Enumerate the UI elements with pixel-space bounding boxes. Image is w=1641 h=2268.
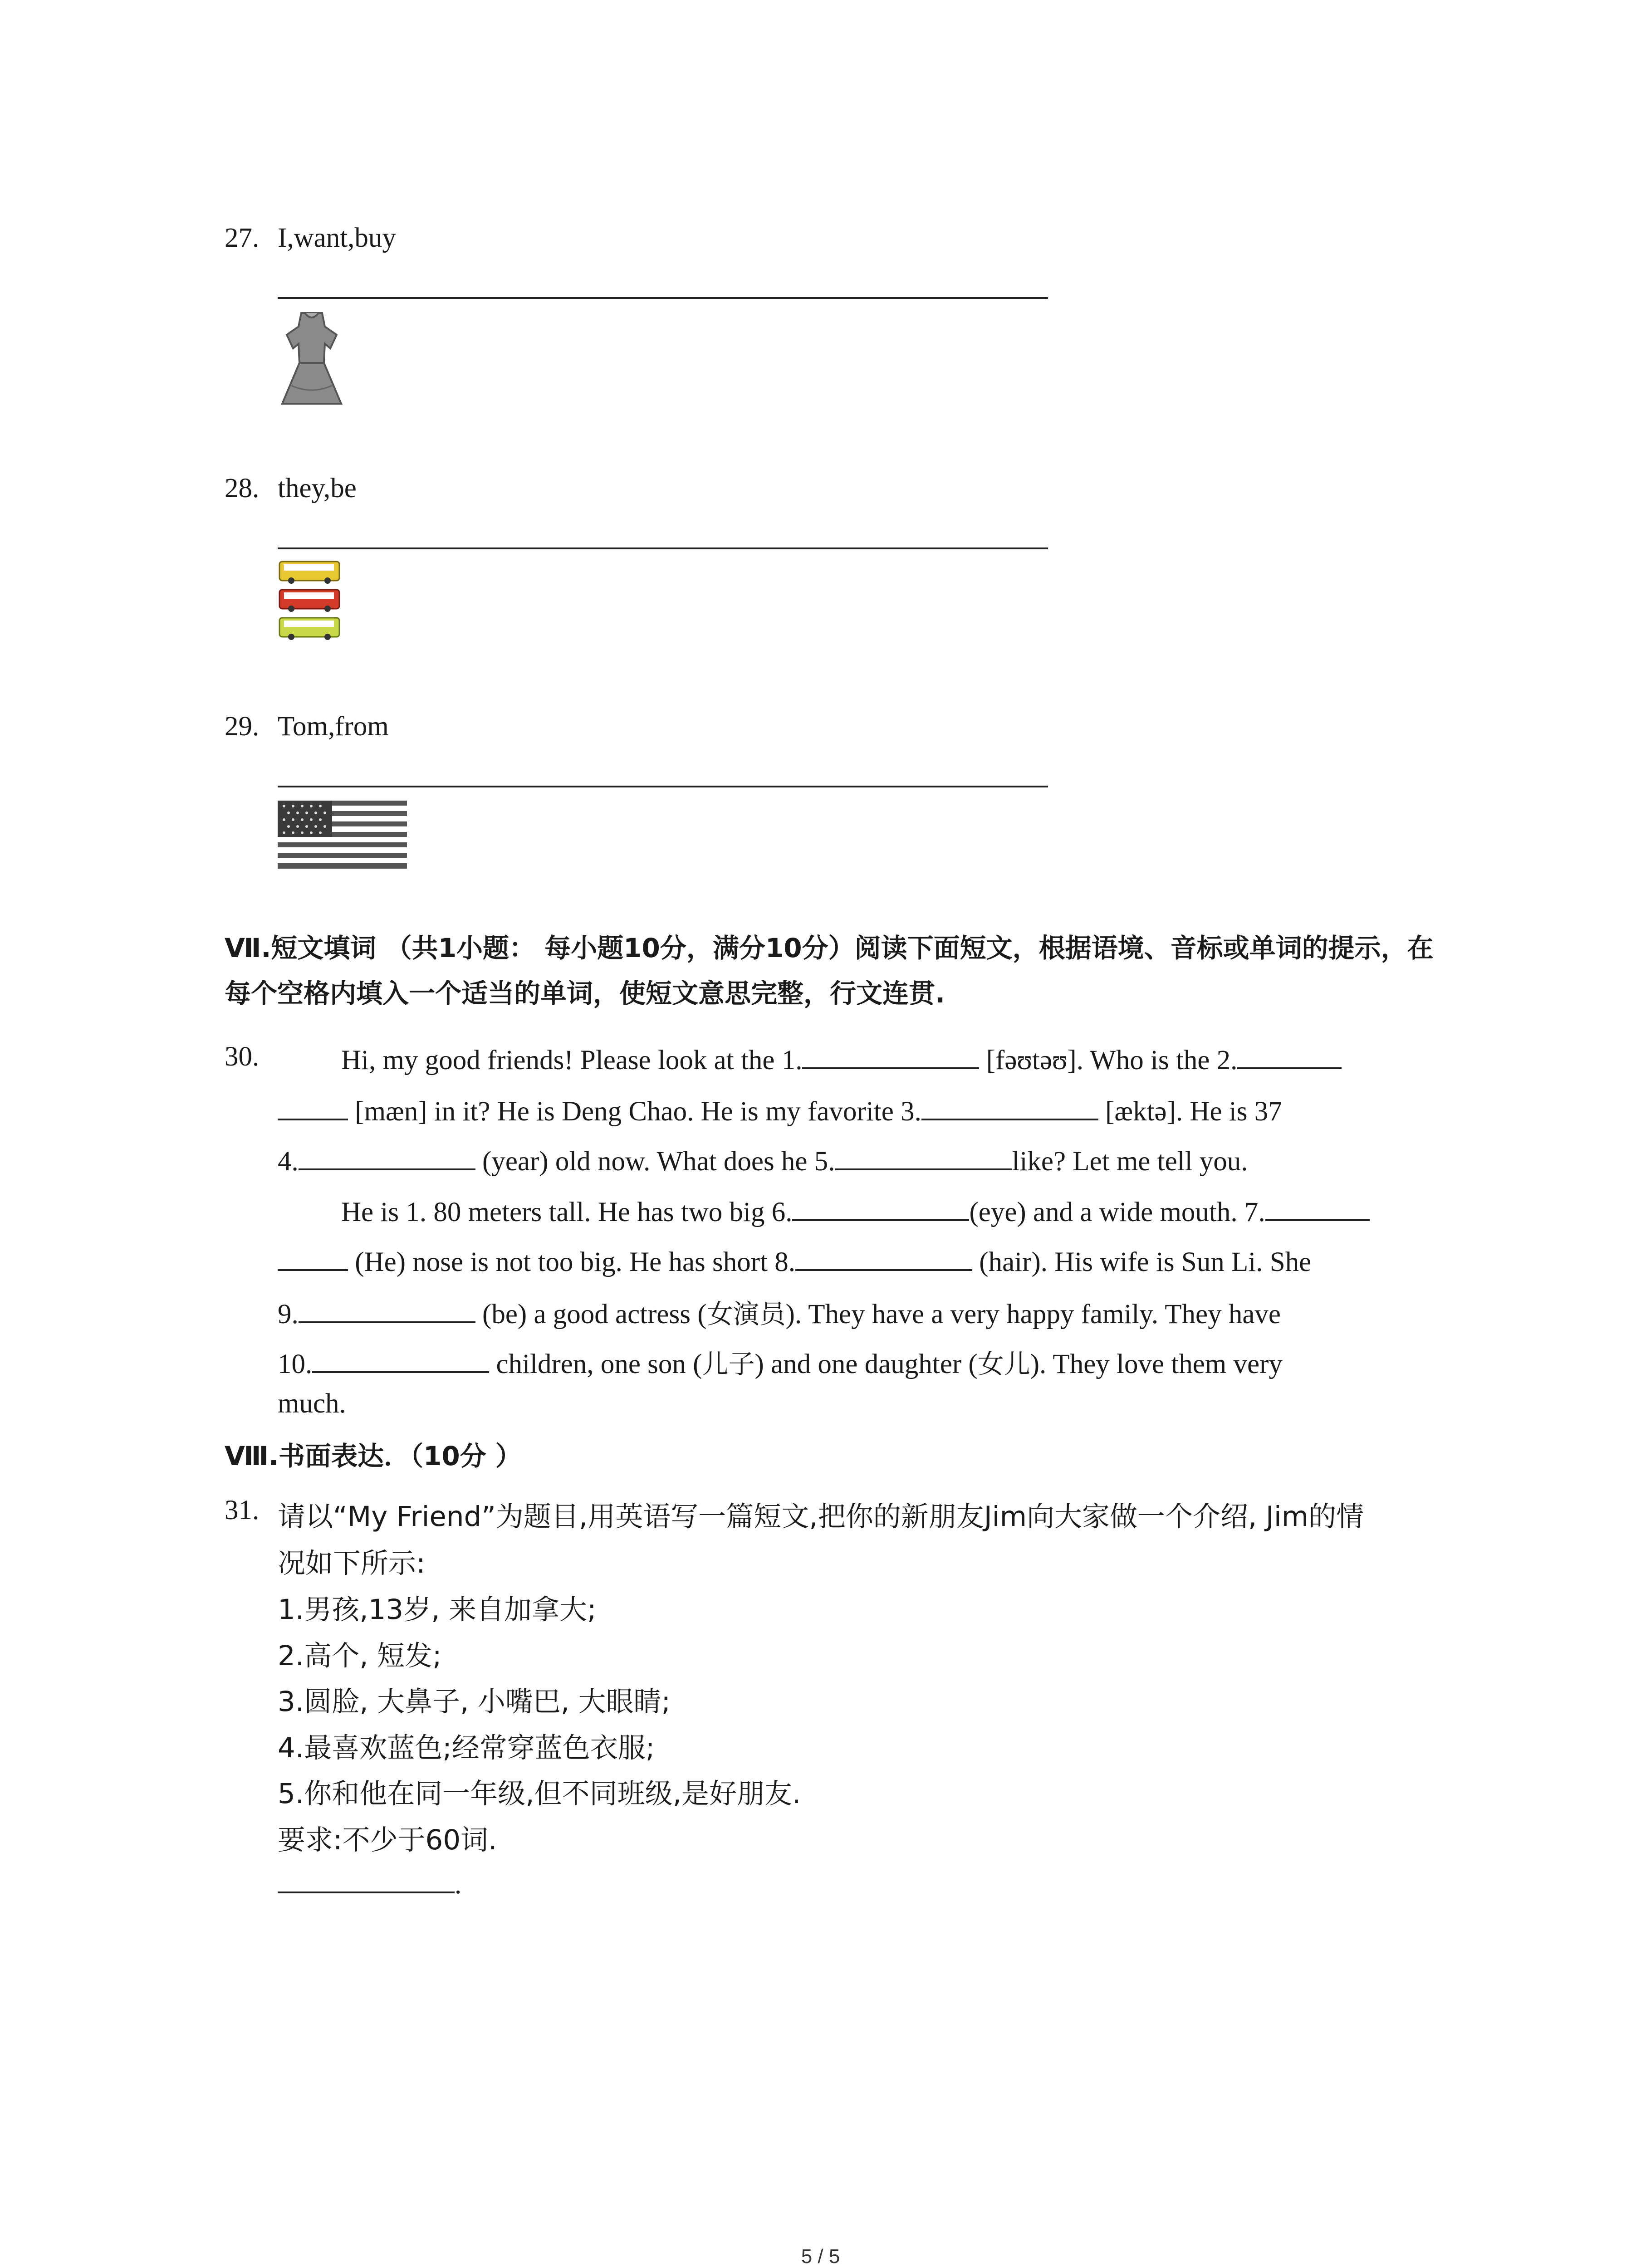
passage-line-2 [278,1092,1282,1128]
blank-4[interactable] [299,1142,475,1170]
buses-icon [278,559,341,647]
question-prompt: I,want,buy [278,223,396,253]
blank-7[interactable] [1265,1193,1370,1221]
requirement-item-5: 5.你和他在同一年级,但不同班级,是好朋友. [278,1778,801,1810]
passage-line-8: much. [278,1388,346,1419]
blank-2[interactable] [1237,1041,1342,1069]
blank-3[interactable] [921,1092,1098,1120]
question-prompt: they,be [278,473,357,503]
passage-text: ). They have a very happy family. They have [785,1299,1281,1330]
passage-text: (year) old now. What does he 5. [475,1146,835,1177]
question-prompt: Tom,from [278,711,389,742]
passage-line-1 [341,1041,1342,1076]
page-number: 5 / 5 [801,2245,840,2268]
passage-line-5 [278,1243,1311,1278]
passage-line-6 [278,1293,1281,1331]
passage-text-chinese: 女儿 [977,1349,1030,1379]
us-flag-icon [278,801,407,871]
passage-text: He is 1. 80 meters tall. He has two big 6. [341,1197,793,1227]
passage-text: children, one son ( [489,1349,702,1379]
blank-2-cont[interactable] [278,1092,348,1120]
passage-text: ). They love them very [1030,1349,1283,1379]
blank-9[interactable] [299,1295,475,1323]
passage-text-chinese: 女演员 [706,1299,786,1330]
passage-text: [æktə]. He is 37 [1098,1096,1282,1127]
requirement-item-2: 2.高个, 短发; [278,1640,442,1672]
passage-text: 9. [278,1299,299,1330]
question-number: 29. [225,711,260,742]
passage-text: 10. [278,1349,313,1379]
ending-period: . [455,1869,462,1900]
passage-text: (be) a good actress ( [475,1299,707,1330]
blank-8[interactable] [795,1243,972,1271]
blank-6[interactable] [792,1193,969,1221]
question-number: 27. [225,223,260,253]
passage-text: (hair). His wife is Sun Li. She [972,1246,1312,1277]
passage-text: 4. [278,1146,299,1177]
requirement-item-3: 3.圆脸, 大鼻子, 小嘴巴, 大眼睛; [278,1686,671,1718]
passage-line-4 [341,1193,1370,1228]
essay-blank[interactable] [278,1865,455,1893]
blank-7-cont[interactable] [278,1243,348,1271]
passage-text: [fəʊtəʊ]. Who is the 2. [979,1045,1238,1075]
section-7-heading: Ⅶ.短文填词 （共1小题： 每小题10分，满分10分）阅读下面短文，根据语境、音标或单词的提示，在每个空格内填入一个适当的单词，使短文意思完整，行文连贯. [225,933,1434,1009]
answer-line-27[interactable] [278,297,1048,299]
answer-line-28[interactable] [278,547,1048,549]
section-8-heading: Ⅷ.书面表达．（10分 ） [225,1441,522,1471]
blank-1[interactable] [802,1041,979,1069]
passage-text-chinese: 儿子 [702,1349,755,1379]
question-number: 28. [225,473,260,503]
blank-10[interactable] [312,1345,489,1373]
passage-text: like? Let me tell you. [1012,1146,1248,1177]
passage-text: (He) nose is not too big. He has short 8. [348,1246,796,1277]
requirement-item-4: 4.最喜欢蓝色;经常穿蓝色衣服; [278,1732,655,1764]
passage-line-7 [278,1343,1283,1381]
passage-line-3 [278,1142,1248,1178]
question-31-line-1: 请以“My Friend”为题目,用英语写一篇短文,把你的新朋友Jim向大家做一个介绍, Jim的情 [278,1501,1364,1533]
passage-text: ) and one daughter ( [754,1349,978,1379]
passage-text: Hi, my good friends! Please look at the 1. [341,1045,803,1075]
question-31-line-2: 况如下所示: [278,1547,426,1579]
answer-line-29[interactable] [278,786,1048,787]
passage-text: (eye) and a wide mouth. 7. [969,1197,1265,1227]
question-number-31: 31. [225,1495,260,1525]
passage-text: [mæn] in it? He is Deng Chao. He is my favorite 3. [348,1096,921,1127]
blank-5[interactable] [835,1142,1012,1170]
writing-answer-line [278,1865,461,1901]
requirement-item-1: 1.男孩,13岁, 来自加拿大; [278,1593,597,1626]
question-number-30: 30. [225,1041,260,1072]
word-count-requirement: 要求:不少于60词. [278,1824,497,1856]
dress-icon [278,308,346,413]
